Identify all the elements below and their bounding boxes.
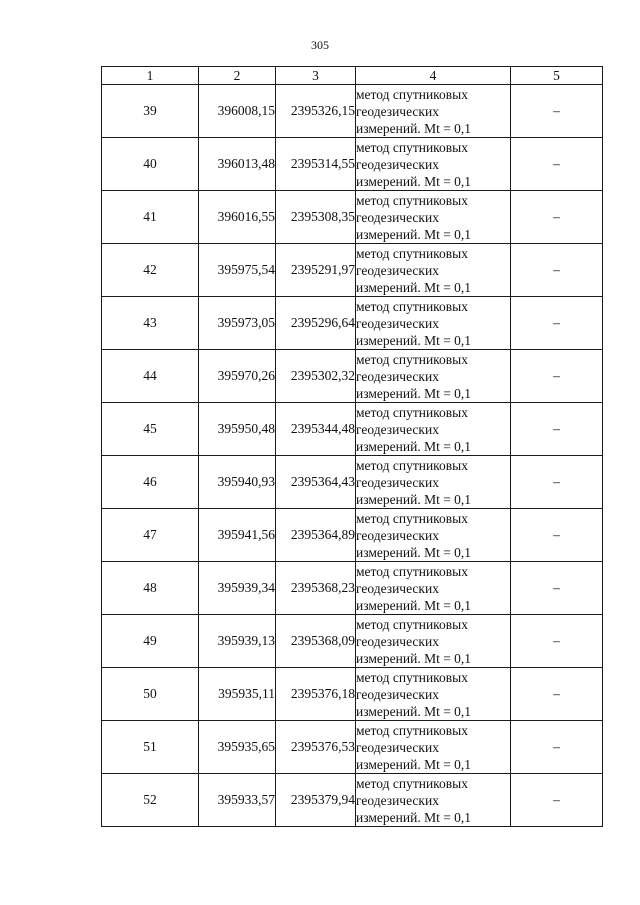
note-cell: – xyxy=(511,456,603,509)
method-line: геодезических xyxy=(356,686,439,702)
table-row xyxy=(102,85,603,138)
table-row xyxy=(102,721,603,774)
table-row xyxy=(102,403,603,456)
y-coordinate-cell: 2395368,09 xyxy=(276,615,356,668)
method-cell xyxy=(356,191,511,244)
method-line: метод спутниковых xyxy=(356,86,468,102)
y-coordinate-cell: 2395302,32 xyxy=(276,350,356,403)
method-line: измерений. Mt = 0,1 xyxy=(356,120,472,136)
method-line: измерений. Mt = 0,1 xyxy=(356,491,472,507)
method-line: метод спутниковых xyxy=(356,616,468,632)
note-cell: – xyxy=(511,85,603,138)
method-line: метод спутниковых xyxy=(356,722,468,738)
y-coordinate-cell: 2395314,55 xyxy=(276,138,356,191)
method-line: метод спутниковых xyxy=(356,775,468,791)
y-coordinate-cell: 2395296,64 xyxy=(276,297,356,350)
table-row xyxy=(102,615,603,668)
method-cell xyxy=(356,403,511,456)
header-row xyxy=(102,67,603,85)
point-number-cell: 43 xyxy=(102,297,199,350)
point-number-cell: 45 xyxy=(102,403,199,456)
y-coordinate-cell: 2395326,15 xyxy=(276,85,356,138)
table-row xyxy=(102,668,603,721)
page-number: 305 xyxy=(311,38,329,52)
method-cell xyxy=(356,668,511,721)
x-coordinate-cell: 395935,65 xyxy=(199,721,276,774)
method-cell xyxy=(356,774,511,827)
y-coordinate-cell: 2395379,94 xyxy=(276,774,356,827)
method-line: измерений. Mt = 0,1 xyxy=(356,173,472,189)
method-line: измерений. Mt = 0,1 xyxy=(356,597,472,613)
point-number-cell: 42 xyxy=(102,244,199,297)
note-cell: – xyxy=(511,403,603,456)
method-line: метод спутниковых xyxy=(356,139,468,155)
method-line: геодезических xyxy=(356,103,439,119)
method-line: измерений. Mt = 0,1 xyxy=(356,332,472,348)
y-coordinate-cell: 2395364,43 xyxy=(276,456,356,509)
x-coordinate-cell: 395973,05 xyxy=(199,297,276,350)
method-line: метод спутниковых xyxy=(356,563,468,579)
table-row xyxy=(102,456,603,509)
method-cell xyxy=(356,350,511,403)
method-cell xyxy=(356,85,511,138)
method-cell xyxy=(356,562,511,615)
method-line: измерений. Mt = 0,1 xyxy=(356,438,472,454)
table-row xyxy=(102,350,603,403)
point-number-cell: 49 xyxy=(102,615,199,668)
y-coordinate-cell: 2395364,89 xyxy=(276,509,356,562)
point-number-cell: 40 xyxy=(102,138,199,191)
method-line: геодезических xyxy=(356,739,439,755)
method-line: геодезических xyxy=(356,315,439,331)
x-coordinate-cell: 395941,56 xyxy=(199,509,276,562)
method-line: метод спутниковых xyxy=(356,404,468,420)
method-line: метод спутниковых xyxy=(356,510,468,526)
y-coordinate-cell: 2395308,35 xyxy=(276,191,356,244)
x-coordinate-cell: 395970,26 xyxy=(199,350,276,403)
y-coordinate-cell: 2395376,18 xyxy=(276,668,356,721)
note-cell: – xyxy=(511,297,603,350)
x-coordinate-cell: 395950,48 xyxy=(199,403,276,456)
point-number-cell: 44 xyxy=(102,350,199,403)
table-row xyxy=(102,774,603,827)
method-cell xyxy=(356,244,511,297)
y-coordinate-cell: 2395368,23 xyxy=(276,562,356,615)
method-cell xyxy=(356,138,511,191)
note-cell: – xyxy=(511,191,603,244)
y-coordinate-cell: 2395291,97 xyxy=(276,244,356,297)
point-number-cell: 51 xyxy=(102,721,199,774)
x-coordinate-cell: 396008,15 xyxy=(199,85,276,138)
point-number-cell: 41 xyxy=(102,191,199,244)
method-line: геодезических xyxy=(356,474,439,490)
x-coordinate-cell: 395935,11 xyxy=(199,668,276,721)
method-line: геодезических xyxy=(356,527,439,543)
point-number-cell: 48 xyxy=(102,562,199,615)
table-row xyxy=(102,191,603,244)
method-line: измерений. Mt = 0,1 xyxy=(356,756,472,772)
column-header: 4 xyxy=(356,67,511,85)
y-coordinate-cell: 2395376,53 xyxy=(276,721,356,774)
point-number-cell: 47 xyxy=(102,509,199,562)
note-cell: – xyxy=(511,244,603,297)
x-coordinate-cell: 395940,93 xyxy=(199,456,276,509)
x-coordinate-cell: 395933,57 xyxy=(199,774,276,827)
method-line: геодезических xyxy=(356,792,439,808)
point-number-cell: 39 xyxy=(102,85,199,138)
point-number-cell: 46 xyxy=(102,456,199,509)
method-line: измерений. Mt = 0,1 xyxy=(356,279,472,295)
method-cell xyxy=(356,297,511,350)
x-coordinate-cell: 395939,34 xyxy=(199,562,276,615)
method-line: измерений. Mt = 0,1 xyxy=(356,226,472,242)
note-cell: – xyxy=(511,562,603,615)
method-line: геодезических xyxy=(356,209,439,225)
method-line: геодезических xyxy=(356,421,439,437)
note-cell: – xyxy=(511,668,603,721)
table-row xyxy=(102,138,603,191)
method-line: геодезических xyxy=(356,580,439,596)
column-header: 1 xyxy=(102,67,199,85)
method-line: метод спутниковых xyxy=(356,669,468,685)
y-coordinate-cell: 2395344,48 xyxy=(276,403,356,456)
x-coordinate-cell: 395939,13 xyxy=(199,615,276,668)
table-row xyxy=(102,244,603,297)
method-line: метод спутниковых xyxy=(356,457,468,473)
note-cell: – xyxy=(511,350,603,403)
method-line: метод спутниковых xyxy=(356,245,468,261)
table-body xyxy=(102,85,603,827)
method-line: геодезических xyxy=(356,633,439,649)
table-header xyxy=(102,67,603,85)
method-line: геодезических xyxy=(356,262,439,278)
method-cell xyxy=(356,456,511,509)
method-line: метод спутниковых xyxy=(356,298,468,314)
method-line: геодезических xyxy=(356,156,439,172)
method-line: измерений. Mt = 0,1 xyxy=(356,703,472,719)
table-row xyxy=(102,562,603,615)
method-line: измерений. Mt = 0,1 xyxy=(356,650,472,666)
note-cell: – xyxy=(511,138,603,191)
method-line: измерений. Mt = 0,1 xyxy=(356,809,472,825)
method-cell xyxy=(356,509,511,562)
x-coordinate-cell: 395975,54 xyxy=(199,244,276,297)
method-line: измерений. Mt = 0,1 xyxy=(356,385,472,401)
table-row xyxy=(102,509,603,562)
method-cell xyxy=(356,615,511,668)
method-line: геодезических xyxy=(356,368,439,384)
x-coordinate-cell: 396013,48 xyxy=(199,138,276,191)
x-coordinate-cell: 396016,55 xyxy=(199,191,276,244)
coordinates-table xyxy=(101,66,603,827)
column-header: 3 xyxy=(276,67,356,85)
method-cell xyxy=(356,721,511,774)
method-line: метод спутниковых xyxy=(356,351,468,367)
column-header: 2 xyxy=(199,67,276,85)
note-cell: – xyxy=(511,721,603,774)
note-cell: – xyxy=(511,509,603,562)
point-number-cell: 52 xyxy=(102,774,199,827)
point-number-cell: 50 xyxy=(102,668,199,721)
table-row xyxy=(102,297,603,350)
method-line: метод спутниковых xyxy=(356,192,468,208)
column-header: 5 xyxy=(511,67,603,85)
note-cell: – xyxy=(511,774,603,827)
method-line: измерений. Mt = 0,1 xyxy=(356,544,472,560)
note-cell: – xyxy=(511,615,603,668)
